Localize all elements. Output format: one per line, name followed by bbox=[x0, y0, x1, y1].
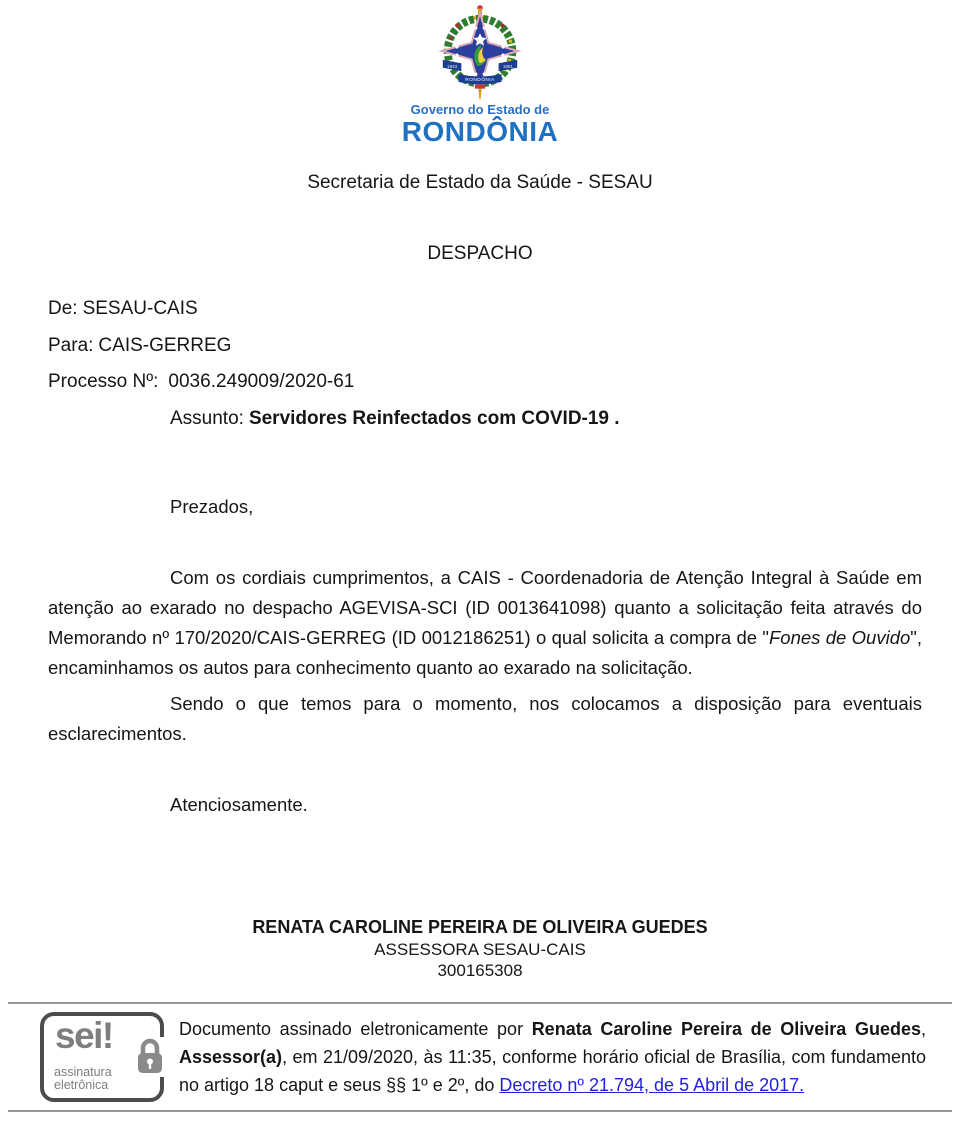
decree-link[interactable]: Decreto nº 21.794, de 5 Abril de 2017. bbox=[499, 1074, 805, 1095]
de-value: SESAU-CAIS bbox=[82, 298, 198, 319]
statement-signer-role: Assessor(a) bbox=[179, 1046, 283, 1067]
sei-wordmark: sei! bbox=[55, 1014, 113, 1056]
divider-bottom bbox=[8, 1110, 952, 1112]
signature-block bbox=[0, 917, 960, 982]
para-value: CAIS-GERREG bbox=[98, 334, 232, 356]
statement-separator: , bbox=[920, 1018, 926, 1039]
processo-value: 0036.249009/2020-61 bbox=[168, 371, 355, 392]
para-label: Para: bbox=[48, 334, 94, 356]
signer-role: ASSESSORA SESAU-CAIS bbox=[374, 939, 586, 959]
de-label: De: bbox=[48, 298, 78, 319]
paragraph-1-italic: Fones de Ouvido bbox=[768, 627, 911, 648]
paragraph-2: Sendo o que temos para o momento, nos colocamos a disposição para eventuais esclarecimentos. bbox=[48, 693, 922, 744]
meta-row-processo bbox=[48, 364, 922, 401]
state-name: RONDÔNIA bbox=[401, 116, 559, 147]
letterhead bbox=[0, 0, 960, 147]
signature-statement bbox=[179, 1015, 926, 1099]
salutation: Prezados, bbox=[170, 496, 254, 517]
sei-caption-line1: assinatura bbox=[54, 1064, 112, 1079]
statement-text-2: , em 21/09/2020, às 11:35, conforme horário oficial de Brasília, com fundamento no artigo 18 caput e seus §§ 1º e 2º, do bbox=[179, 1046, 926, 1095]
signature-footer bbox=[0, 1004, 960, 1110]
assunto-label: Assunto: bbox=[170, 407, 244, 429]
signer-name: RENATA CAROLINE PEREIRA DE OLIVEIRA GUEDES bbox=[252, 917, 708, 937]
statement-text: Documento assinado eletronicamente por bbox=[179, 1018, 532, 1039]
paragraph-1-text-end: ", encaminhamos os autos para conhecimento quanto ao exarado na solicitação. bbox=[48, 627, 922, 678]
gov-line: Governo do Estado de bbox=[410, 102, 550, 117]
rondonia-coat-of-arms-icon bbox=[431, 5, 529, 101]
closing: Atenciosamente. bbox=[170, 794, 308, 815]
document-meta bbox=[48, 291, 922, 437]
signer-id: 300165308 bbox=[437, 961, 523, 980]
paragraph-1 bbox=[48, 563, 922, 683]
sei-logo bbox=[40, 1012, 164, 1102]
meta-row-para bbox=[48, 328, 922, 365]
sei-caption-line2: eletrônica bbox=[54, 1078, 109, 1092]
org-title: Secretaria de Estado da Saúde - SESAU bbox=[307, 172, 653, 193]
lock-icon bbox=[134, 1037, 166, 1077]
assunto-value: Servidores Reinfectados com COVID-19 . bbox=[248, 407, 620, 429]
svg-text:1981: 1981 bbox=[502, 64, 513, 70]
paragraph-1-text: Com os cordiais cumprimentos, a CAIS - Coordenadoria de Atenção Integral à Saúde em atenção ao exarado no despacho AGEVISA-SCI (ID 0013641098) quanto a solicitação feita através do Memorando nº 170/2020/CAIS-GERREG (ID 0012186251) o qual solicita a compra de " bbox=[48, 567, 922, 648]
meta-row-assunto bbox=[48, 401, 922, 438]
document-title: DESPACHO bbox=[427, 243, 533, 264]
sei-caption bbox=[54, 1066, 112, 1093]
meta-row-de bbox=[48, 291, 922, 328]
statement-signer-name: Renata Caroline Pereira de Oliveira Guedes bbox=[531, 1018, 921, 1039]
svg-text:1943: 1943 bbox=[447, 64, 458, 70]
processo-label: Processo Nº: bbox=[48, 371, 159, 392]
svg-text:RONDÔNIA: RONDÔNIA bbox=[465, 78, 495, 84]
